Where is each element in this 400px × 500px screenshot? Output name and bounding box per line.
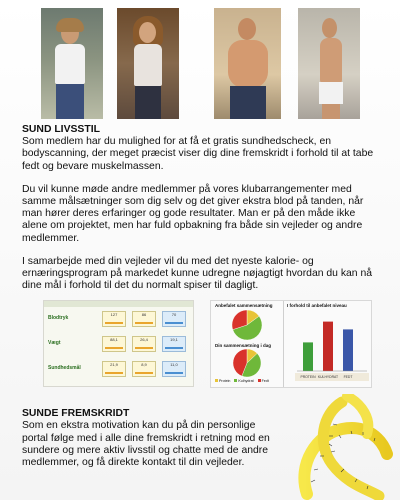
legend-label: Protein	[219, 379, 231, 383]
left-title: Anbefalet sammensætning	[215, 303, 273, 308]
health-row-label: Vægt	[48, 340, 61, 346]
health-value-cell: 11,0	[162, 361, 186, 377]
bar-label: KULHYDRAT	[317, 375, 339, 379]
health-value-cell: 70	[162, 311, 186, 327]
section-healthy-lifestyle	[22, 124, 382, 292]
section-heading: SUND LIVSSTIL	[22, 124, 100, 135]
legs-shape	[322, 104, 340, 119]
value-indicator-bar	[165, 347, 183, 349]
value-indicator-bar	[135, 372, 153, 374]
nutrition-bar	[303, 342, 313, 371]
divider	[283, 301, 284, 387]
head-shape	[238, 18, 256, 40]
legend-item	[215, 379, 230, 383]
man-before-photo	[214, 8, 281, 119]
health-value-cell: 26,4	[132, 336, 156, 352]
bar-label: FEDT	[343, 375, 353, 379]
paragraph: Som en ekstra motivation kan du på din personlige portal følge med i alle dine fremskridt i retning mod en sundere og mere aktiv livsstil og chatte med de andre medlemmer, og få direkte kontakt til din vejleder.	[22, 420, 270, 469]
health-check-screenshot	[43, 300, 194, 387]
woman-after-photo	[117, 8, 179, 119]
screenshot-header	[44, 301, 193, 307]
health-value-cell: 21,9	[102, 361, 126, 377]
bar-label: PROTEIN	[300, 375, 316, 379]
value-indicator-bar	[105, 347, 123, 349]
paragraph: Som medlem har du mulighed for at få et gratis sundhedscheck, en bodyscanning, der meget præcist viser dig dine fremskridt i forhold til at tabe fedt og bevare muskelmassen.	[22, 136, 374, 172]
top-shape	[134, 44, 162, 86]
value-indicator-bar	[135, 322, 153, 324]
bottom-left-title: Din sammensætning i dag	[215, 343, 272, 348]
pants-shape	[56, 84, 84, 119]
pie-legend	[215, 379, 273, 383]
health-row-label: Sundhedsmål	[48, 365, 81, 371]
health-row-label: Blodtryk	[48, 315, 69, 321]
face-shape	[139, 22, 156, 43]
section-heading: SUNDE FREMSKRIDT	[22, 408, 130, 419]
legend-item	[258, 379, 269, 383]
value-indicator-bar	[165, 322, 183, 324]
health-row	[44, 336, 193, 356]
right-title: I forhold til anbefalet niveau	[287, 303, 347, 308]
legend-swatch	[234, 379, 237, 382]
legend-label: Kulhydrat	[238, 379, 254, 383]
section-progress	[22, 408, 282, 470]
health-row	[44, 311, 193, 331]
health-value-cell: 19,1	[162, 336, 186, 352]
torso-shape	[320, 38, 342, 84]
top-shape	[55, 44, 85, 84]
man-after-photo	[298, 8, 360, 119]
legend-label: Fedt	[261, 379, 269, 383]
value-indicator-bar	[165, 372, 183, 374]
woman-before-photo	[41, 8, 103, 119]
paragraph: I samarbejde med din vejleder vil du med det nyeste kalorie- og ernæringsprogram på markedet kunne udregne nøjagtigt hvordan du kan nå dine mål i forhold til det du normalt spiser til dagligt.	[22, 255, 373, 292]
shorts-shape	[230, 86, 266, 119]
pants-shape	[135, 86, 161, 119]
legend-swatch	[215, 379, 218, 382]
nutrition-screenshot	[210, 300, 372, 388]
value-indicator-bar	[105, 372, 123, 374]
nutrition-bar	[323, 322, 333, 371]
nutrition-bar-chart	[285, 307, 371, 387]
health-value-cell: 88,1	[102, 336, 126, 352]
health-value-cell: 127	[102, 311, 126, 327]
hair-shape	[56, 18, 84, 32]
pie-charts	[211, 301, 283, 387]
value-indicator-bar	[105, 322, 123, 324]
health-value-cell: 86	[132, 311, 156, 327]
legend-swatch	[258, 379, 261, 382]
value-indicator-bar	[135, 347, 153, 349]
paragraph: Du vil kunne møde andre medlemmer på vores klubarrangementer med samme målsætninger som dig selv og det giver ekstra blod på tanden, når man hører deres erfaringer og gode resultater. Man er på den måde ikke alene om projektet, men har fuld opbakning fra både sin vejleder og andre medlemmer.	[22, 183, 364, 244]
legend-item	[234, 379, 253, 383]
shorts-shape	[319, 82, 343, 104]
nutrition-bar	[343, 329, 353, 371]
health-row	[44, 361, 193, 381]
photo-strip	[0, 8, 400, 120]
measuring-tape-image	[287, 394, 395, 500]
health-value-cell: 8,9	[132, 361, 156, 377]
torso-shape	[228, 40, 268, 88]
portal-screenshots	[43, 300, 373, 386]
head-shape	[322, 18, 337, 38]
